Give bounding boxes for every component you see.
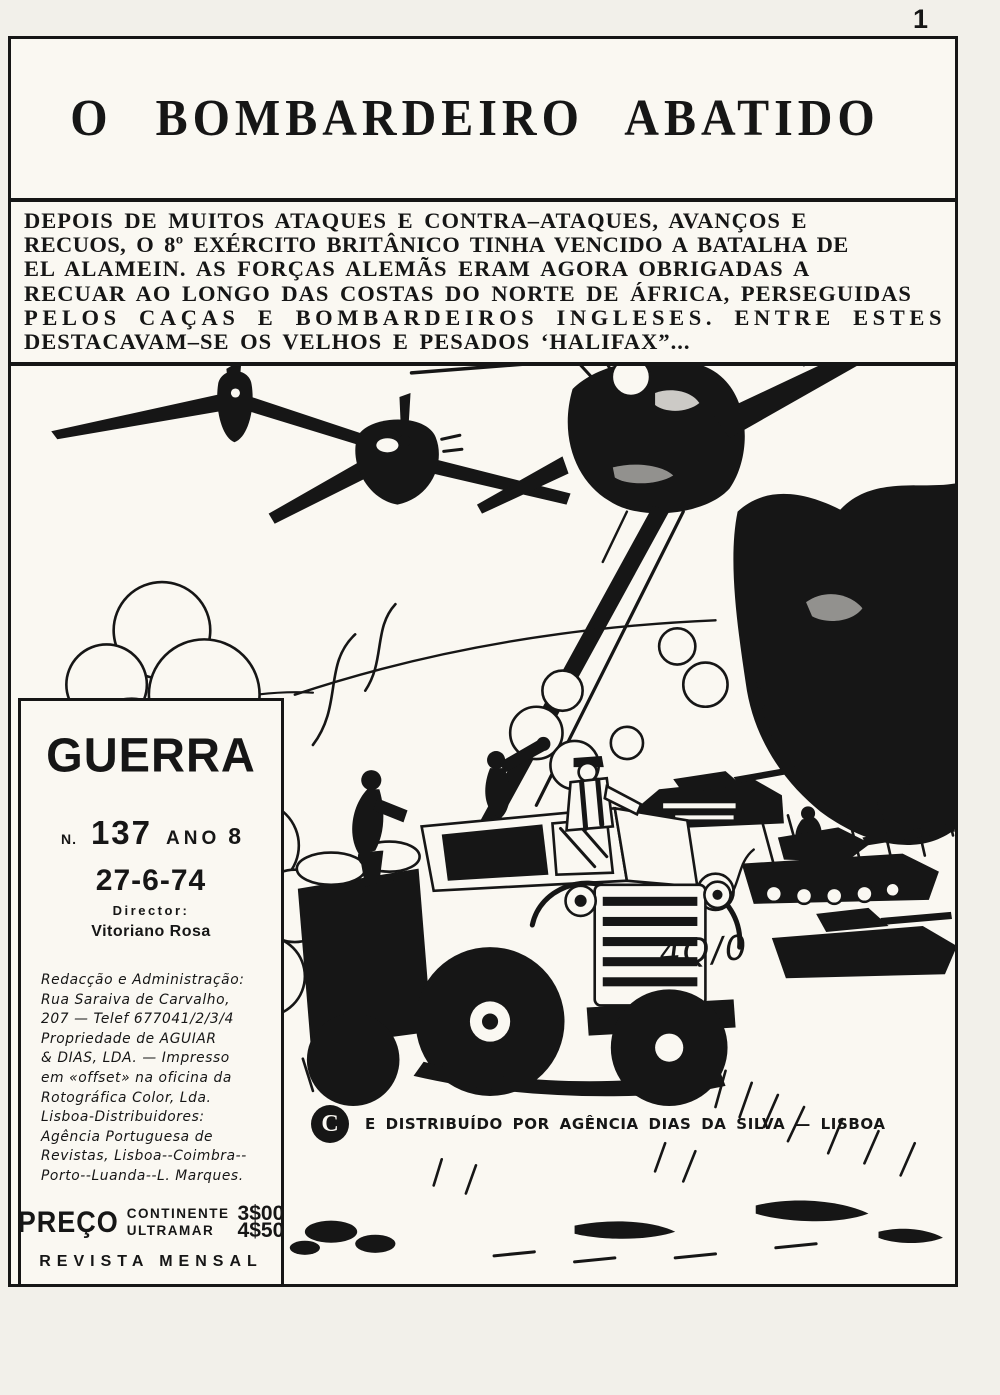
- price-value: 4$50: [237, 1219, 285, 1243]
- address-line: Lisboa-Distribuidores:: [41, 1109, 205, 1126]
- issue-label: N.: [60, 831, 77, 847]
- distribution-text: E DISTRIBUÍDO POR AGÊNCIA DIAS DA SILVA — LISBOA: [365, 1115, 886, 1133]
- magazine-title: GUERRA: [46, 727, 256, 782]
- address-line: Agência Portuguesa de: [41, 1128, 214, 1145]
- address-line: em «offset» na oficina da: [41, 1069, 232, 1086]
- address-line: Rua Saraiva de Carvalho,: [41, 991, 231, 1008]
- intro-line: DESTACAVAM–SE OS VELHOS E PESADOS ‘HALIFAX”...: [24, 329, 691, 355]
- intro-box: [11, 202, 955, 366]
- distribution-caption: [311, 1105, 886, 1143]
- page-number: 1: [912, 4, 928, 34]
- address-line: Redacção e Administração:: [41, 972, 245, 988]
- price-label: PREÇO: [17, 1204, 119, 1238]
- address-line: Propriedade de AGUIAR: [41, 1030, 217, 1047]
- price-regions: [127, 1205, 230, 1239]
- price-row: [17, 1201, 285, 1243]
- address-line: Rotográfica Color, Lda.: [41, 1089, 212, 1106]
- price-value: 3$00: [237, 1201, 285, 1225]
- address-line: & DIAS, LDA. — Impresso: [41, 1050, 230, 1067]
- year-number: 8: [228, 823, 242, 849]
- address-block: [41, 971, 281, 1187]
- intro-line: RECUAR AO LONGO DAS COSTAS DO NORTE DE ÁFRICA, PERSEGUIDAS: [24, 280, 912, 306]
- price-region: ULTRAMAR: [126, 1223, 215, 1239]
- page-title: O BOMBARDEIRO ABATIDO: [70, 89, 880, 148]
- address-line: Porto--Luanda--L. Marques.: [41, 1167, 244, 1184]
- fighter-plane-center: [269, 393, 571, 524]
- price-values: [237, 1201, 285, 1243]
- price-region: CONTINENTE: [126, 1206, 230, 1222]
- handwritten-annotation: 4Q/0: [657, 927, 750, 975]
- address-line: 207 — Telef 677041/2/3/4: [41, 1011, 235, 1028]
- masthead-box: [18, 698, 284, 1284]
- intro-line: EL ALAMEIN. AS FORÇAS ALEMÃS ERAM AGORA OBRIGADAS A: [24, 256, 811, 282]
- intro-line: PELOS CAÇAS E BOMBARDEIROS INGLESES. ENTRE ESTES: [24, 304, 947, 330]
- issue-date: 27-6-74: [95, 864, 207, 897]
- intro-line: DEPOIS DE MUITOS ATAQUES E CONTRA–ATAQUES, AVANÇOS E: [24, 208, 808, 233]
- title-box: [11, 39, 955, 202]
- director-name: Vitoriano Rosa: [91, 923, 211, 940]
- issue-row: [21, 814, 281, 852]
- issue-number: 137: [90, 814, 153, 851]
- intro-line: RECUOS, O 8º EXÉRCITO BRITÂNICO TINHA VENCIDO A BATALHA DE: [24, 232, 849, 258]
- address-line: Revistas, Lisboa--Coimbra--: [41, 1148, 247, 1165]
- year-label: ANO: [166, 828, 221, 849]
- c-logo-icon: C: [311, 1105, 349, 1143]
- page-frame: [8, 36, 958, 1287]
- tank-3: [772, 908, 955, 978]
- periodicity-label: REVISTA MENSAL: [39, 1252, 263, 1270]
- director-label: Director:: [112, 903, 190, 918]
